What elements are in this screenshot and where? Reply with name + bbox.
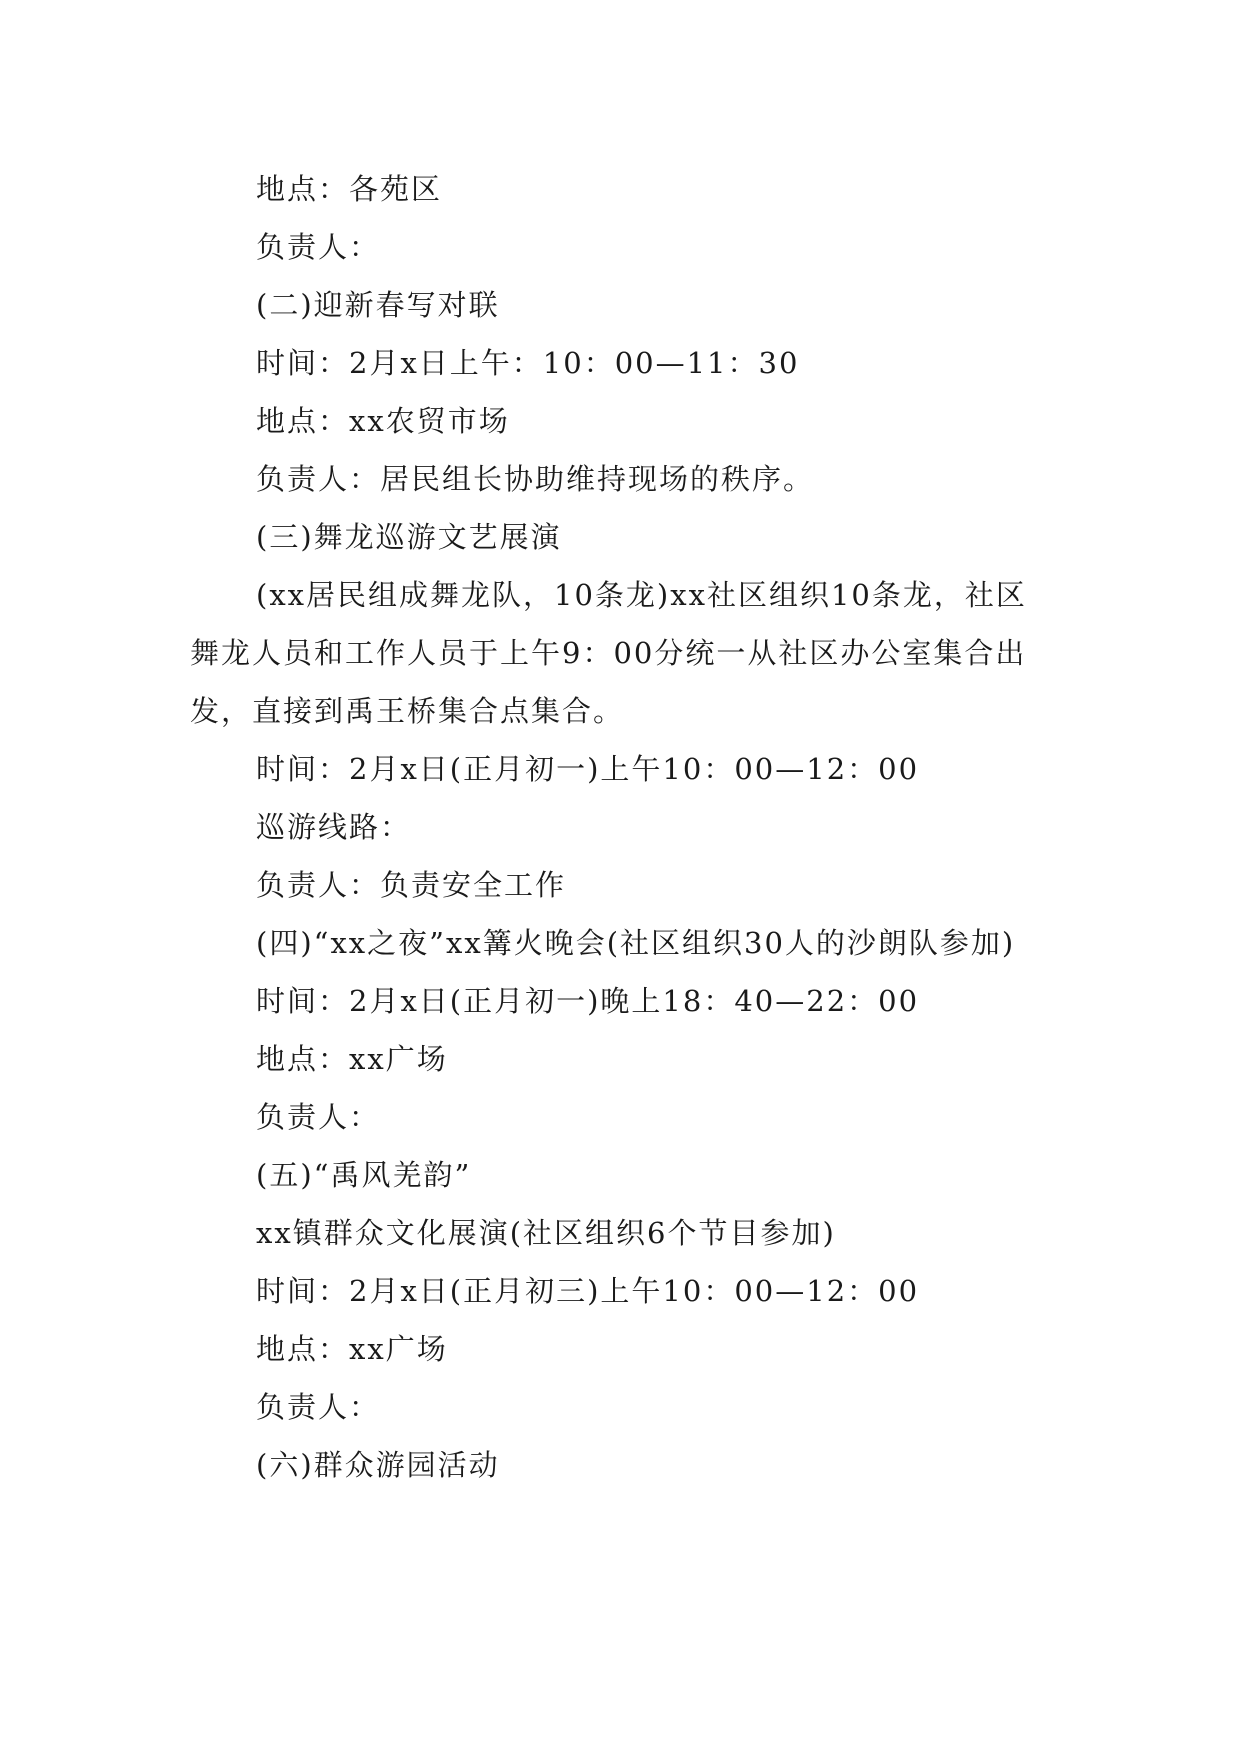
paragraph-person-in-charge-3: 负责人：负责安全工作 — [256, 868, 567, 902]
paragraph-route-3: 巡游线路： — [256, 810, 412, 844]
paragraph-location-2: 地点：xx农贸市场 — [256, 404, 510, 438]
paragraph-person-in-charge-4: 负责人： — [256, 1100, 381, 1134]
section-heading-3: (三)舞龙巡游文艺展演 — [256, 520, 562, 554]
paragraph-time-3: 时间：2月x日(正月初一)上午10：00—12：00 — [256, 752, 920, 786]
section-heading-6: (六)群众游园活动 — [256, 1448, 500, 1482]
paragraph-time-2: 时间：2月x日上午：10：00—11：30 — [256, 346, 800, 380]
paragraph-person-in-charge-1: 负责人： — [256, 230, 381, 264]
paragraph-description-3: (xx居民组成舞龙队，10条龙)xx社区组织10条龙，社区舞龙人员和工作人员于上午9：00分统一从社区办公室集合出发，直接到禹王桥集合点集合。 — [190, 578, 1027, 728]
section-heading-2: (二)迎新春写对联 — [256, 288, 500, 322]
section-heading-4: (四)“xx之夜”xx篝火晚会(社区组织30人的沙朗队参加) — [256, 926, 1016, 960]
document-body — [190, 160, 1050, 1494]
paragraph-description-5: xx镇群众文化展演(社区组织6个节目参加) — [256, 1216, 836, 1250]
paragraph-location-5: 地点：xx广场 — [256, 1332, 448, 1366]
paragraph-location-4: 地点：xx广场 — [256, 1042, 448, 1076]
paragraph-location-1: 地点：各苑区 — [256, 172, 443, 206]
paragraph-person-in-charge-2: 负责人：居民组长协助维持现场的秩序。 — [256, 462, 815, 496]
paragraph-time-4: 时间：2月x日(正月初一)晚上18：40—22：00 — [256, 984, 920, 1018]
section-heading-5: (五)“禹风羌韵” — [256, 1158, 472, 1192]
paragraph-person-in-charge-5: 负责人： — [256, 1390, 381, 1424]
paragraph-time-5: 时间：2月x日(正月初三)上午10：00—12：00 — [256, 1274, 920, 1308]
